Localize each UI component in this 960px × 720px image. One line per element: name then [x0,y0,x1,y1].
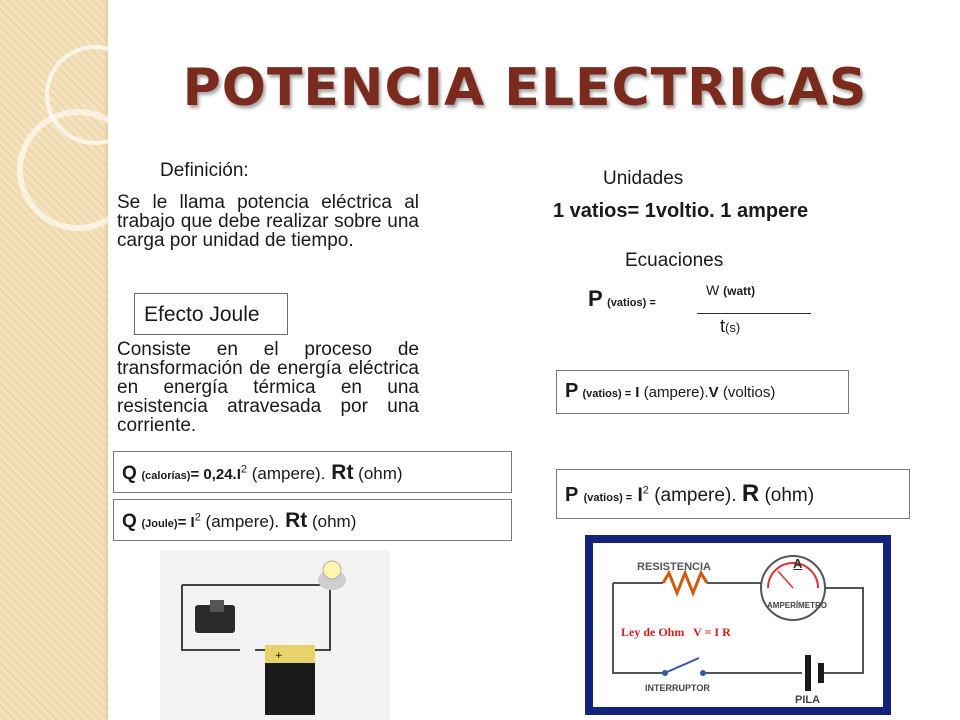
q2-unit2: (ohm) [307,512,357,531]
pir-exp: 2 [642,484,649,497]
q2-eq: = I [177,514,195,531]
q-unit2: (ohm) [353,464,403,483]
efecto-joule-label: Efecto Joule [144,303,260,326]
pir-r: R [741,480,760,507]
p-symbol: P [588,286,603,311]
q2-sub: (Joule) [141,518,178,530]
formula-p-wt-left [588,286,656,312]
formula-q-joule [122,509,356,533]
formula-p-ir-box [556,469,910,519]
formula-p-iv [565,380,775,403]
label-resistencia: RESISTENCIA [637,561,711,573]
unidades-text: 1 vatios= 1voltio. 1 ampere [553,200,809,222]
piv-v-unit: (voltios) [722,384,776,401]
label-amperimetro: AMPERÍMETRO [767,601,827,610]
w-symbol: W [706,282,720,298]
slide-title: POTENCIA ELECTRICAS [182,58,868,118]
circuit-photo [160,550,390,720]
label-pila: PILA [795,694,821,706]
q2-exp: 2 [194,511,201,524]
formula-q-calorias [122,461,403,485]
label-ley-ohm: Ley de Ohm V = I R [621,625,731,639]
piv-i-unit: (ampere). [643,384,709,401]
q-eq: = 0,24.I [190,466,241,483]
q-exp: 2 [240,463,248,476]
q-symbol: Q [122,463,137,484]
formula-q-joule-box [113,499,512,541]
pir-unit1: (ampere). [654,485,737,506]
definicion-heading: Definición: [160,160,249,181]
w-unit: (watt) [723,284,756,298]
piv-i: I [635,384,640,401]
pir-unit2: (ohm) [764,485,815,506]
piv-v: V [708,384,719,401]
pir-i: I [637,485,643,506]
label-interruptor: INTERRUPTOR [645,683,710,693]
circuit-diagram [585,535,891,715]
piv-p: P [565,380,579,402]
pir-p: P [565,484,579,506]
q2-unit1: (ampere). [200,512,280,531]
svg-text:+: + [275,651,283,661]
formula-p-iv-box [556,370,849,414]
piv-sub: (vatios) = [582,388,632,400]
t-symbol: t [720,316,726,336]
decorative-circles [0,0,130,260]
interruptor-icon [667,658,699,672]
definicion-text: Se le llama potencia eléctrica al trabajo que debe realizar sobre una carga por unidad de tiempo. [117,192,419,251]
q-rt: Rt [325,461,354,484]
resistor-icon [663,573,707,593]
unidades-heading: Unidades [603,168,684,189]
fraction-bar [697,313,811,314]
formula-q-calorias-box [113,451,512,493]
efecto-joule-text: Consiste en el proceso de transformación de energía eléctrica en energía térmica en una resistencia atravesada por una corriente. [117,339,419,436]
formula-numerator [706,282,755,298]
q2-symbol: Q [122,511,137,532]
pir-sub: (vatios) = [583,492,633,504]
label-ammeter-letter: A [793,556,803,571]
ecuaciones-heading: Ecuaciones [625,250,724,271]
formula-denominator [720,316,740,337]
q-sub: (calorías) [141,470,191,482]
formula-p-ir [565,480,814,508]
q-unit1: (ampere). [247,464,326,483]
efecto-joule-box [134,293,288,335]
p-sub: (vatios) = [607,297,656,309]
q2-rt: Rt [279,509,308,532]
bulb-icon [323,561,341,579]
t-unit: (s) [725,320,741,335]
